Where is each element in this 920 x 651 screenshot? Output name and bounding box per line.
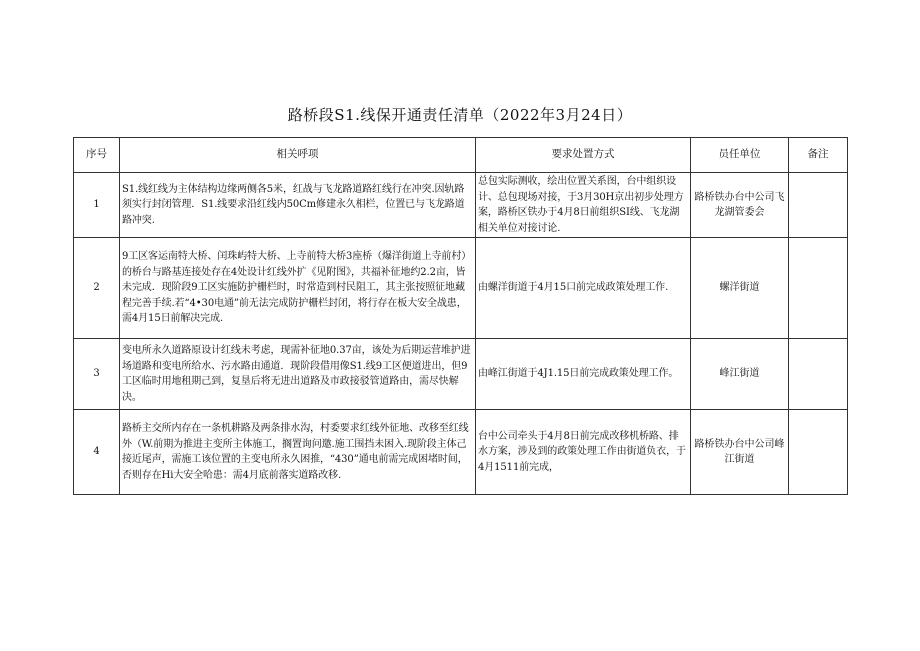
row-note [789,238,848,339]
table-row [74,339,848,410]
row-note [789,339,848,410]
responsibility-table [73,137,848,495]
row-note [789,410,848,495]
row-unit: 峰江街道 [691,339,789,410]
row-description: 9工区客运南特大桥、闰珠屿特大桥、上寺前特大桥3座桥（爆洋街道上寺前村）的桥台与路基连接处存在4处设计红线外扩《见附图》，共福补征地约2.2亩，皆未完成．现阶段9工区实施防护栅栏时，时常造到村民阻工，其主张按照征地藏程完善手续.若“4•30电通”前无法完成防护栅栏封闭，将行存在板大安全战患，需4月15日前解决完成. [120,238,476,339]
row-seq: 4 [74,410,120,495]
row-seq: 1 [74,173,120,238]
table-row [74,173,848,238]
table-row [74,410,848,495]
row-unit: 螺洋街道 [691,238,789,339]
header-seq: 序号 [74,138,120,173]
row-note [789,173,848,238]
row-description: S1.线红线为主体结构边缘两侧各5米，红战与飞龙路道路红线行在冲突.因轨路须实行封闭管理．S1.线要求沿红线内50Cm修建永久相栏，位置已与飞龙路道路冲突. [120,173,476,238]
document-title: 路桥段S1.线保开通责任清单（2022年3月24日） [287,106,633,124]
header-description: 相关呼项 [120,138,476,173]
table-row [74,238,848,339]
table-header-row [74,138,848,173]
row-seq: 3 [74,339,120,410]
row-method: 台中公司牵头于4月8日前完成改移机桥路、排水方案，涉及到的政策处理工作由街道负衣，于4月1511前完成， [476,410,691,495]
row-method: 由螺洋街道于4月15口前完成政策处理工作. [476,238,691,339]
row-description: 路桥主交所内存在一条机耕路及两条排水沟，村委要求红线外征地、改移至红线外（W.前期为推进主变所主体施工，搁置询问邀.施工围挡未困入.现阶段主体己接近尾声，需施工该位置的主变电所永久困推，“430”通电前需完成困堵时间，否则存在Hi大安全哈患：需4月底前落实道路改移. [120,410,476,495]
row-unit: 路桥铁办台中公司峰江街道 [691,410,789,495]
row-method: 总包实际测收，绘出位置关系图，台中组织设计、总包现场对接，于3月30H京出初步处理方案，路桥区铁办于4月8日前组织SI线、飞龙湖相关单位对接讨论. [476,173,691,238]
row-description: 变电所永久道路原设计红线未考虑，现需补征地0.37亩，该处为后期运营堆护进场道路和变电所给水、污水路由通道．现阶段借用像S1.线9工区便道进出，但9工区临时用地租期己到，复垦后将无进出道路及市政接驳管道路由，需尽快解决。 [120,339,476,410]
header-note: 备注 [789,138,848,173]
header-unit: 员任单位 [691,138,789,173]
row-seq: 2 [74,238,120,339]
row-unit: 路桥铁办台中公司飞龙湖管委会 [691,173,789,238]
row-method: 由峰江街道于4J1.15日前完成政策处理工作。 [476,339,691,410]
header-method: 要求处置方式 [476,138,691,173]
